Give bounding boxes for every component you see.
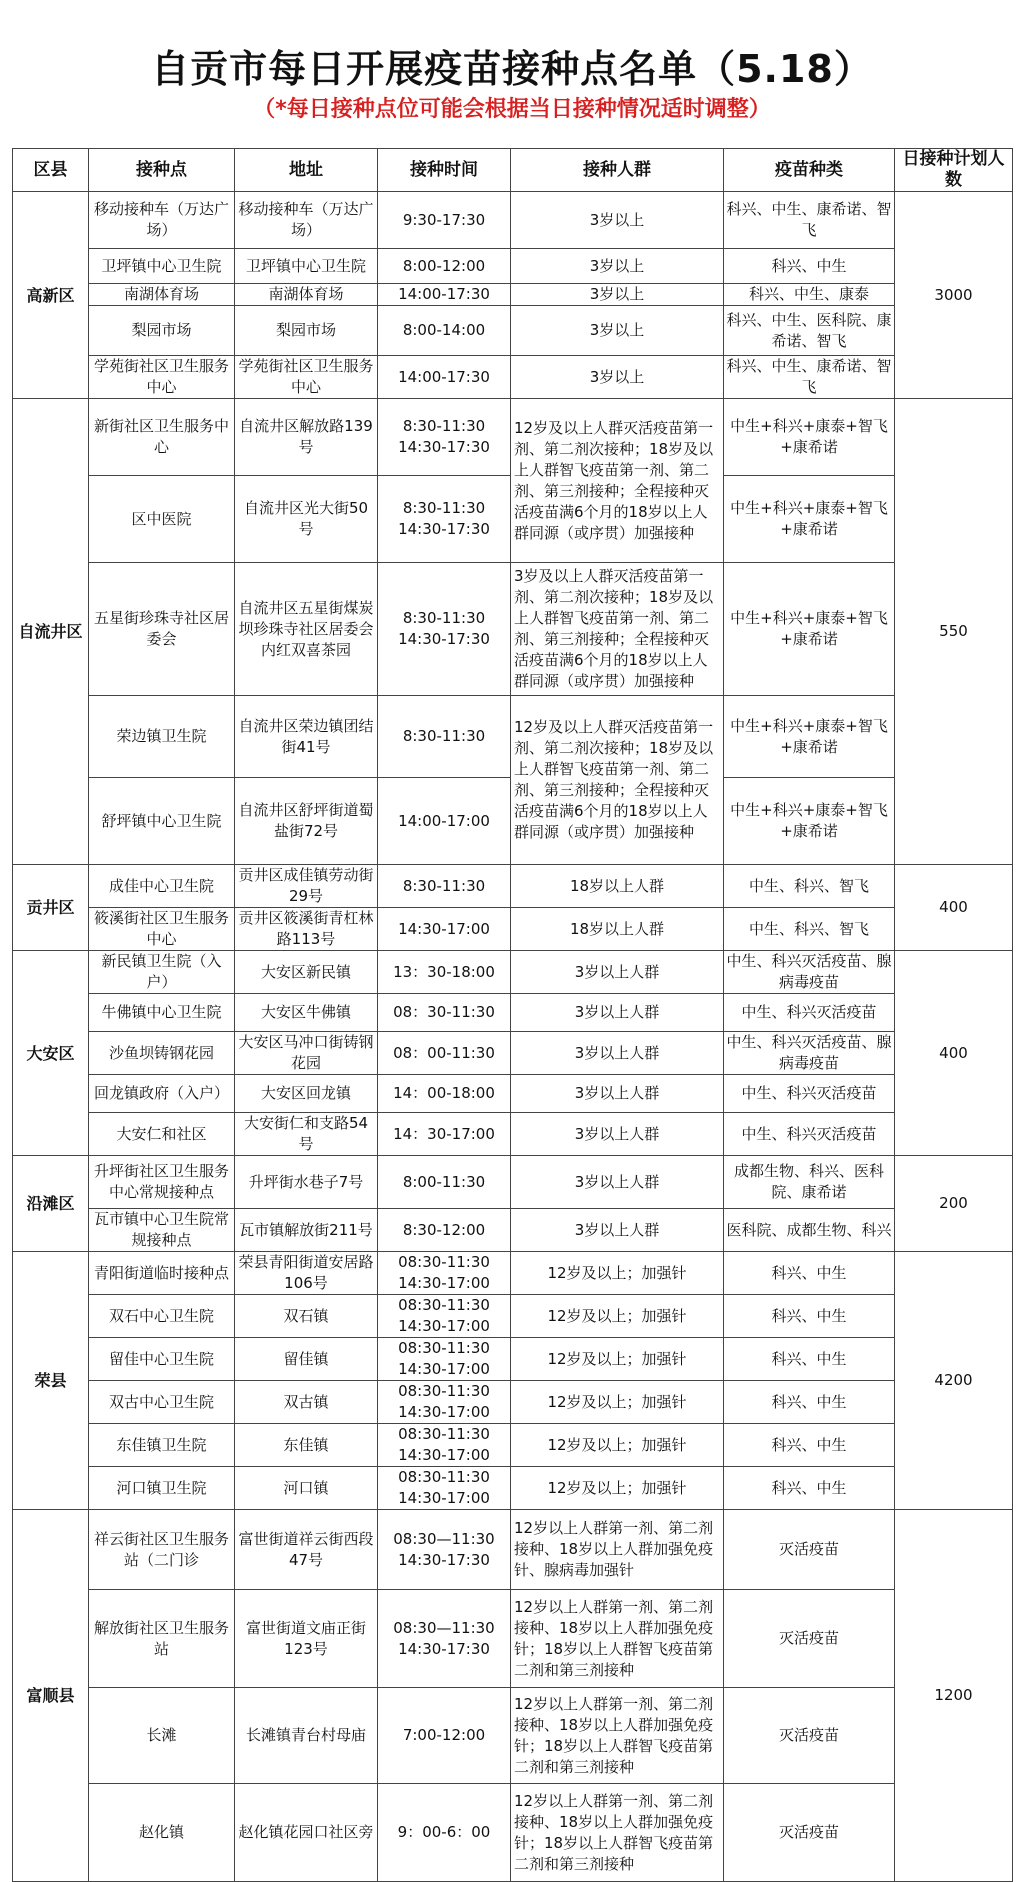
plan-cell: 400	[895, 951, 1013, 1156]
table-row	[13, 1338, 1013, 1381]
vaccine-cell: 中生、科兴、智飞	[724, 908, 895, 951]
header-time: 接种时间	[378, 149, 511, 192]
table-header-row	[13, 149, 1013, 192]
address-cell: 自流井区舒坪街道蜀盐街72号	[235, 778, 378, 865]
address-cell: 自流井区解放路139号	[235, 399, 378, 476]
address-cell: 大安区马冲口街铸钢花园	[235, 1032, 378, 1075]
time-cell: 08:30—11:30 14:30-17:30	[378, 1590, 511, 1688]
header-vaccine: 疫苗种类	[724, 149, 895, 192]
table-row	[13, 1156, 1013, 1209]
site-cell: 赵化镇	[89, 1784, 235, 1882]
crowd-cell: 3岁以上人群	[511, 994, 724, 1032]
district-cell: 自流井区	[13, 399, 89, 865]
vaccine-cell: 中生、科兴灭活疫苗、腺病毒疫苗	[724, 951, 895, 994]
table-row	[13, 192, 1013, 249]
table-row	[13, 563, 1013, 696]
time-cell: 14:00-17:30	[378, 284, 511, 306]
time-cell: 08:30-11:30 14:30-17:00	[378, 1424, 511, 1467]
site-cell: 卫坪镇中心卫生院	[89, 249, 235, 284]
time-cell: 08:30-11:30 14:30-17:00	[378, 1295, 511, 1338]
table-row	[13, 951, 1013, 994]
address-cell: 自流井区光大街50号	[235, 476, 378, 563]
crowd-cell: 3岁以上人群	[511, 951, 724, 994]
address-cell: 富世街道祥云街西段47号	[235, 1510, 378, 1590]
time-cell: 14:00-17:00	[378, 778, 511, 865]
header-plan: 日接种计划人数	[895, 149, 1013, 192]
crowd-cell: 12岁及以上；加强针	[511, 1295, 724, 1338]
time-cell: 08:30-11:30 14:30-17:00	[378, 1338, 511, 1381]
site-cell: 祥云街社区卫生服务站（二门诊	[89, 1510, 235, 1590]
time-cell: 8:30-11:30 14:30-17:30	[378, 563, 511, 696]
table-row	[13, 1113, 1013, 1156]
crowd-cell: 3岁及以上人群灭活疫苗第一剂、第二剂次接种；18岁及以上人群智飞疫苗第一剂、第二剂、第三剂接种；全程接种灭活疫苗满6个月的18岁以上人群同源（或序贯）加强接种	[511, 563, 724, 696]
plan-cell: 1200	[895, 1510, 1013, 1882]
site-cell: 筱溪街社区卫生服务中心	[89, 908, 235, 951]
address-cell: 瓦市镇解放街211号	[235, 1209, 378, 1252]
vaccine-cell: 科兴、中生	[724, 1338, 895, 1381]
page-title: 自贡市每日开展疫苗接种点名单（5.18）	[151, 47, 873, 91]
vaccine-cell: 医科院、成都生物、科兴	[724, 1209, 895, 1252]
district-cell: 大安区	[13, 951, 89, 1156]
table-row	[13, 306, 1013, 356]
time-cell: 14：30-17:00	[378, 1113, 511, 1156]
site-cell: 五星街珍珠寺社区居委会	[89, 563, 235, 696]
table-row	[13, 1295, 1013, 1338]
site-cell: 双古中心卫生院	[89, 1381, 235, 1424]
address-cell: 大安区牛佛镇	[235, 994, 378, 1032]
crowd-cell: 3岁以上人群	[511, 1113, 724, 1156]
address-cell: 自流井区荣边镇团结街41号	[235, 696, 378, 778]
crowd-cell: 3岁以上人群	[511, 1156, 724, 1209]
table-body	[13, 192, 1013, 1882]
address-cell: 自流井区五星街煤炭坝珍珠寺社区居委会内红双喜茶园	[235, 563, 378, 696]
time-cell: 8:30-11:30	[378, 865, 511, 908]
table-row	[13, 1381, 1013, 1424]
address-cell: 河口镇	[235, 1467, 378, 1510]
time-cell: 13：30-18:00	[378, 951, 511, 994]
vaccine-cell: 科兴、中生、医科院、康希诺、智飞	[724, 306, 895, 356]
site-cell: 区中医院	[89, 476, 235, 563]
table-row	[13, 1209, 1013, 1252]
time-cell: 9:30-17:30	[378, 192, 511, 249]
crowd-cell: 3岁以上	[511, 284, 724, 306]
address-cell: 双古镇	[235, 1381, 378, 1424]
address-cell: 移动接种车（万达广场）	[235, 192, 378, 249]
crowd-cell: 12岁以上人群第一剂、第二剂接种、18岁以上人群加强免疫针；18岁以上人群智飞疫苗第二剂和第三剂接种	[511, 1590, 724, 1688]
address-cell: 贡井区成佳镇劳动街29号	[235, 865, 378, 908]
crowd-cell: 12岁及以上人群灭活疫苗第一剂、第二剂次接种；18岁及以上人群智飞疫苗第一剂、第二剂、第三剂接种；全程接种灭活疫苗满6个月的18岁以上人群同源（或序贯）加强接种	[511, 696, 724, 865]
plan-cell: 3000	[895, 192, 1013, 399]
vaccine-cell: 灭活疫苗	[724, 1688, 895, 1784]
district-cell: 荣县	[13, 1252, 89, 1510]
address-cell: 南湖体育场	[235, 284, 378, 306]
table-row	[13, 994, 1013, 1032]
table-row	[13, 908, 1013, 951]
table-row	[13, 1510, 1013, 1590]
address-cell: 双石镇	[235, 1295, 378, 1338]
site-cell: 东佳镇卫生院	[89, 1424, 235, 1467]
address-cell: 学苑街社区卫生服务中心	[235, 356, 378, 399]
vaccine-cell: 中生、科兴灭活疫苗	[724, 994, 895, 1032]
plan-cell: 4200	[895, 1252, 1013, 1510]
site-cell: 青阳街道临时接种点	[89, 1252, 235, 1295]
district-cell: 贡井区	[13, 865, 89, 951]
address-cell: 梨园市场	[235, 306, 378, 356]
table-row	[13, 1688, 1013, 1784]
vaccine-cell: 中生、科兴灭活疫苗	[724, 1113, 895, 1156]
district-cell: 沿滩区	[13, 1156, 89, 1252]
header-address: 地址	[235, 149, 378, 192]
vaccine-cell: 中生、科兴灭活疫苗	[724, 1075, 895, 1113]
address-cell: 大安街仁和支路54号	[235, 1113, 378, 1156]
site-cell: 牛佛镇中心卫生院	[89, 994, 235, 1032]
site-cell: 双石中心卫生院	[89, 1295, 235, 1338]
district-cell: 高新区	[13, 192, 89, 399]
time-cell: 7:00-12:00	[378, 1688, 511, 1784]
crowd-cell: 18岁以上人群	[511, 865, 724, 908]
vaccine-cell: 科兴、中生、康泰	[724, 284, 895, 306]
vaccine-cell: 科兴、中生	[724, 1424, 895, 1467]
vaccine-cell: 灭活疫苗	[724, 1510, 895, 1590]
site-cell: 瓦市镇中心卫生院常规接种点	[89, 1209, 235, 1252]
crowd-cell: 12岁及以上；加强针	[511, 1424, 724, 1467]
address-cell: 大安区回龙镇	[235, 1075, 378, 1113]
crowd-cell: 3岁以上人群	[511, 1032, 724, 1075]
time-cell: 08:30-11:30 14:30-17:00	[378, 1381, 511, 1424]
time-cell: 08：30-11:30	[378, 994, 511, 1032]
crowd-cell: 12岁以上人群第一剂、第二剂接种、18岁以上人群加强免疫针、腺病毒加强针	[511, 1510, 724, 1590]
crowd-cell: 3岁以上	[511, 192, 724, 249]
table-row	[13, 1424, 1013, 1467]
vaccine-cell: 科兴、中生	[724, 249, 895, 284]
site-cell: 新街社区卫生服务中心	[89, 399, 235, 476]
page-subtitle: （*每日接种点位可能会根据当日接种情况适时调整）	[253, 97, 771, 122]
table-row	[13, 249, 1013, 284]
time-cell: 14:00-17:30	[378, 356, 511, 399]
vaccine-cell: 中生+科兴+康泰+智飞+康希诺	[724, 778, 895, 865]
header-crowd: 接种人群	[511, 149, 724, 192]
site-cell: 大安仁和社区	[89, 1113, 235, 1156]
vaccine-cell: 灭活疫苗	[724, 1784, 895, 1882]
plan-cell: 200	[895, 1156, 1013, 1252]
vaccine-cell: 中生+科兴+康泰+智飞+康希诺	[724, 399, 895, 476]
vaccine-cell: 中生+科兴+康泰+智飞+康希诺	[724, 476, 895, 563]
crowd-cell: 12岁及以上人群灭活疫苗第一剂、第二剂次接种；18岁及以上人群智飞疫苗第一剂、第二剂、第三剂接种；全程接种灭活疫苗满6个月的18岁以上人群同源（或序贯）加强接种	[511, 399, 724, 563]
time-cell: 8:30-11:30 14:30-17:30	[378, 476, 511, 563]
site-cell: 新民镇卫生院（入户）	[89, 951, 235, 994]
address-cell: 富世街道文庙正街123号	[235, 1590, 378, 1688]
table-row	[13, 1075, 1013, 1113]
table-row	[13, 1467, 1013, 1510]
crowd-cell: 3岁以上人群	[511, 1209, 724, 1252]
time-cell: 8:30-11:30 14:30-17:30	[378, 399, 511, 476]
site-cell: 解放街社区卫生服务站	[89, 1590, 235, 1688]
table-row	[13, 696, 1013, 778]
table-row	[13, 865, 1013, 908]
crowd-cell: 12岁及以上；加强针	[511, 1252, 724, 1295]
time-cell: 8:30-12:00	[378, 1209, 511, 1252]
crowd-cell: 18岁以上人群	[511, 908, 724, 951]
time-cell: 08:30—11:30 14:30-17:30	[378, 1510, 511, 1590]
time-cell: 8:00-11:30	[378, 1156, 511, 1209]
time-cell: 8:00-14:00	[378, 306, 511, 356]
crowd-cell: 12岁及以上；加强针	[511, 1381, 724, 1424]
address-cell: 赵化镇花园口社区旁	[235, 1784, 378, 1882]
address-cell: 贡井区筱溪街青杠林路113号	[235, 908, 378, 951]
vaccine-cell: 科兴、中生	[724, 1252, 895, 1295]
time-cell: 9：00-6：00	[378, 1784, 511, 1882]
site-cell: 沙鱼坝铸钢花园	[89, 1032, 235, 1075]
crowd-cell: 12岁及以上；加强针	[511, 1338, 724, 1381]
vaccine-cell: 科兴、中生	[724, 1381, 895, 1424]
time-cell: 08:30-11:30 14:30-17:00	[378, 1252, 511, 1295]
site-cell: 移动接种车（万达广场）	[89, 192, 235, 249]
vaccine-cell: 灭活疫苗	[724, 1590, 895, 1688]
site-cell: 梨园市场	[89, 306, 235, 356]
time-cell: 8:30-11:30	[378, 696, 511, 778]
vaccine-cell: 成都生物、科兴、医科院、康希诺	[724, 1156, 895, 1209]
crowd-cell: 3岁以上	[511, 356, 724, 399]
site-cell: 荣边镇卫生院	[89, 696, 235, 778]
vaccine-cell: 中生、科兴灭活疫苗、腺病毒疫苗	[724, 1032, 895, 1075]
crowd-cell: 12岁以上人群第一剂、第二剂接种、18岁以上人群加强免疫针；18岁以上人群智飞疫苗第二剂和第三剂接种	[511, 1784, 724, 1882]
address-cell: 长滩镇青台村母庙	[235, 1688, 378, 1784]
site-cell: 回龙镇政府（入户）	[89, 1075, 235, 1113]
time-cell: 08：00-11:30	[378, 1032, 511, 1075]
time-cell: 14:30-17:00	[378, 908, 511, 951]
site-cell: 学苑街社区卫生服务中心	[89, 356, 235, 399]
crowd-cell: 12岁及以上；加强针	[511, 1467, 724, 1510]
address-cell: 留佳镇	[235, 1338, 378, 1381]
crowd-cell: 3岁以上	[511, 306, 724, 356]
table-row	[13, 1252, 1013, 1295]
vaccine-cell: 中生+科兴+康泰+智飞+康希诺	[724, 563, 895, 696]
site-cell: 河口镇卫生院	[89, 1467, 235, 1510]
vaccine-cell: 中生、科兴、智飞	[724, 865, 895, 908]
address-cell: 东佳镇	[235, 1424, 378, 1467]
address-cell: 卫坪镇中心卫生院	[235, 249, 378, 284]
table-row	[13, 1590, 1013, 1688]
address-cell: 大安区新民镇	[235, 951, 378, 994]
crowd-cell: 3岁以上	[511, 249, 724, 284]
vaccination-sites-table	[12, 148, 1013, 1882]
site-cell: 留佳中心卫生院	[89, 1338, 235, 1381]
header-district: 区县	[13, 149, 89, 192]
table-row	[13, 399, 1013, 476]
site-cell: 长滩	[89, 1688, 235, 1784]
table-row	[13, 284, 1013, 306]
vaccine-cell: 科兴、中生、康希诺、智飞	[724, 192, 895, 249]
vaccine-cell: 科兴、中生	[724, 1295, 895, 1338]
table-row	[13, 356, 1013, 399]
site-cell: 舒坪镇中心卫生院	[89, 778, 235, 865]
address-cell: 升坪街水巷子7号	[235, 1156, 378, 1209]
crowd-cell: 12岁以上人群第一剂、第二剂接种、18岁以上人群加强免疫针；18岁以上人群智飞疫苗第二剂和第三剂接种	[511, 1688, 724, 1784]
plan-cell: 400	[895, 865, 1013, 951]
table-row	[13, 1032, 1013, 1075]
vaccine-cell: 中生+科兴+康泰+智飞+康希诺	[724, 696, 895, 778]
site-cell: 升坪街社区卫生服务中心常规接种点	[89, 1156, 235, 1209]
site-cell: 成佳中心卫生院	[89, 865, 235, 908]
vaccine-cell: 科兴、中生	[724, 1467, 895, 1510]
plan-cell: 550	[895, 399, 1013, 865]
district-cell: 富顺县	[13, 1510, 89, 1882]
time-cell: 08:30-11:30 14:30-17:00	[378, 1467, 511, 1510]
address-cell: 荣县青阳街道安居路106号	[235, 1252, 378, 1295]
vaccine-cell: 科兴、中生、康希诺、智飞	[724, 356, 895, 399]
time-cell: 14：00-18:00	[378, 1075, 511, 1113]
time-cell: 8:00-12:00	[378, 249, 511, 284]
crowd-cell: 3岁以上人群	[511, 1075, 724, 1113]
header-site: 接种点	[89, 149, 235, 192]
site-cell: 南湖体育场	[89, 284, 235, 306]
